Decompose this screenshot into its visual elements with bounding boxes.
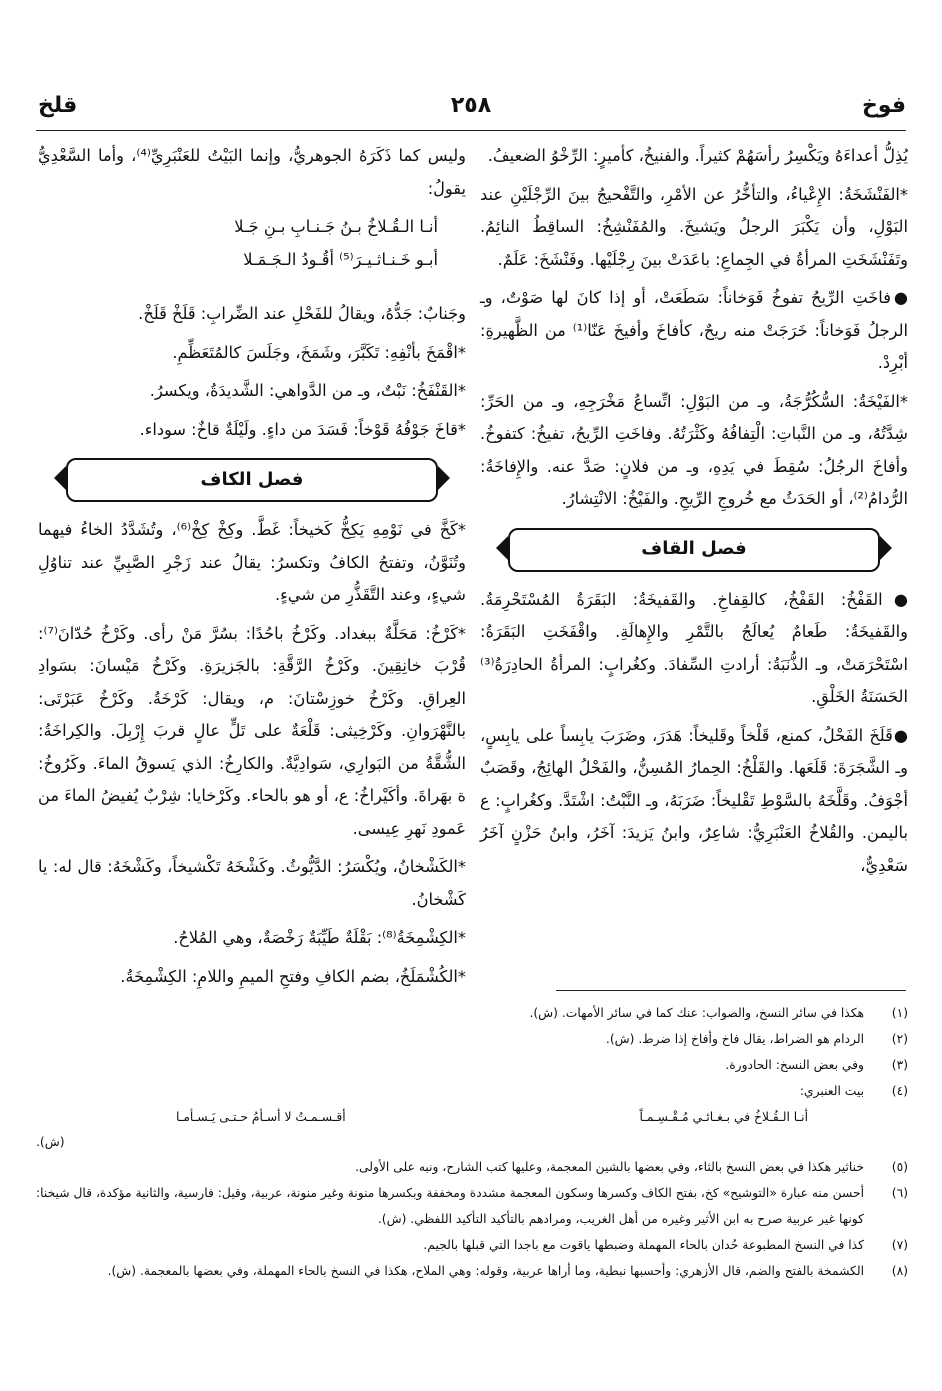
footnote-number: (٤) (891, 1084, 908, 1098)
footnote-number: (٦) (891, 1186, 908, 1200)
right-column (480, 140, 908, 888)
footnote-text: الكشمخة بالفتح والضم، قال الأزهري: وأحسبها نبطية، وما أراها عربية، وقوله: وهي الملاح، هكذا في النسخ بالحاء المهملة، وفي بعضها بالمعجمة. (ش). (107, 1264, 864, 1278)
entry-paragraph: *القَنْفَخُ: نَبْتٌ، وـ من الدَّواهي: الشَّديدَةُ، ويكسرُ. (149, 381, 466, 400)
footnote-verse-source: (ش). (36, 1135, 65, 1149)
footnote-text: بيت العنبري: (799, 1084, 864, 1098)
footnote (36, 1000, 908, 1026)
footnote-number: (٨) (891, 1264, 908, 1278)
footnote (36, 1052, 908, 1078)
footnote-text: خناثير هكذا في بعض النسخ بالثاء، وفي بعضها بالشين المعجمة، وعليها كتب الشارح، ونبه على الأولى. (355, 1160, 864, 1174)
running-head-right: فوخ (861, 93, 906, 118)
footnote (36, 1026, 908, 1052)
footnote (36, 1078, 908, 1104)
footnote-number: (٣) (891, 1058, 908, 1072)
entry-paragraph: *الفَيْخَةُ: السُّكُرُّجَةُ، وـ من البَوْلِ: اتِّساعُ مَخْرَجِهِ، وـ من الحَرِّ: شِدَّتُهُ، وـ من النَّباتِ: الْتِفافُهُ وكَثْرَتُهُ. وفاخَتِ الرِّيحُ، تفيخُ: كتفوخُ. وأفاخَ الرجُلُ: سُقِطَ في يَدِهِ، وـ من فلانٍ: صَدَّ عنه. والإِفاخَةُ: الرُّدامُ⁽²⁾، أو الحَدَثُ مع خُروجِ الرِّيحِ. والفَيْخُ: الانْتِشارُ. (480, 391, 908, 508)
entry-paragraph: وجَنابٌ: جَدُّهُ، ويقالُ للفَحْلِ عند الضِّرابِ: قَلَخْ قَلَخْ. (138, 304, 466, 323)
footnotes (36, 1000, 908, 1284)
verse-line: أنـا الـقُـلاخُ بـنُ جَـنـابِ بـنِ جَـلا (234, 217, 438, 236)
footnote-text: هكذا في سائر النسخ، والصواب: عنك كما في سائر الأمهات. (ش). (529, 1006, 864, 1020)
entry-paragraph: *الكُشْمَلَخُ، بضم الكافِ وفتحِ الميمِ واللامِ: الكِشْمِخَةُ. (120, 966, 466, 986)
entry-paragraph: وليس كما ذَكَرَهُ الجوهريُّ، وإنما البَيْتُ للعَنْبَرِيِّ⁽⁴⁾، وأما السَّعْدِيُّ يقولُ: (38, 146, 466, 198)
entry-paragraph: *قاخَ جَوْفُهُ قَوْخاً: فَسَدَ من داءٍ. ولَيْلَةٌ قاخٌ: سوداء. (139, 419, 466, 439)
entry-paragraph: ●قَلَخَ الفَحْلُ، كمنع، قَلْخاً وقَليخاً: هَدَرَ، وضَرَبَ يابِساً على يابِسٍ، وـ الشَّجَرَةَ: قَلَعَها. والقَلْخُ: الحِمارُ المُسِنُّ، والفَحْلُ الهائِجُ، وقَصَبٌ أجْوَفُ. وقَلَّخَهُ بالسَّوْطِ تَقْليخاً: ضَرَبَهُ، وـ النَّبْتُ: اشْتَدَّ. وكغُرابٍ: ع باليمن. والقُلاخُ العَنْبَرِيُّ: شاعِرٌ، وابنُ يَزيدَ: آخَرُ، وابنُ حَزْنٍ آخَرُ سَعْدِيٌّ، (480, 725, 908, 875)
footnote (36, 1154, 908, 1180)
footnote-text: أحسن منه عبارة «التوشيح» كخ، بفتح الكاف وكسرها وسكون المعجمة مشددة ومخففة وبكسرها منونة وغير منونة، عربية، وقيل: فارسية، والثانية مؤكدة، قال شيخنا: كونها غير عربية صرح به ابن الأثير وغيره من أهل الغريب، ومرادهم بالتأكيد التأكيد اللفظي. (ش). (36, 1186, 864, 1226)
footnote-verse-first: أنـا الـقُـلاخُ في بـغـائـي مُـقْـسِـمـاً (639, 1110, 808, 1124)
entry-paragraph: ●القَفْخُ: القَفْخُ، كالقِفاخِ. والقَفيخَةُ: البَقَرَةُ المُسْتَحْرِمَةُ. والقَفيخَةُ: طَعامٌ يُعالَجُ بالتَّمْرِ والإِهالَةِ. واقْفَخَتِ البَقَرَةُ: اسْتَحْرَمَتْ، وـ الذُّنَبَةُ: أرادتِ السِّفادَ. وكغُرابٍ: المرأةُ الحادِرَةُ⁽³⁾ الحَسَنَةُ الخَلْقِ. (480, 589, 908, 706)
footnote-rule (556, 990, 906, 991)
entry-paragraph: *الكِشْمِخَةُ⁽⁸⁾: بَقْلَةٌ طَيِّبَةٌ رَخْصَةٌ، وهي المُلاحُ. (173, 928, 466, 947)
entry-paragraph: *اقْمَخَ بأنْفِهِ: تَكَبَّرَ، وشَمَخَ، وجَلَسَ كالمُتَعَظِّمِ. (172, 342, 466, 362)
running-head-left: قلخ (38, 93, 78, 118)
entry-paragraph: يُذِلُّ أعداءَهُ ويَكْسِرُ رأسَهُمْ كثيراً. والفنيخُ، كأميرٍ: الرِّخْوُ الضعيفُ. (487, 146, 908, 165)
footnote-text: وفي بعض النسخ: الحادورة. (725, 1058, 864, 1072)
footnote-verse-second: أقـسـمـتُ لا أسـأمُ حـتـى يَـسـأمـا (176, 1110, 346, 1124)
footnote-number: (٢) (891, 1032, 908, 1046)
entry-paragraph: *كَرْخُ: مَحَلَّةٌ ببغداد. وكَرْخُ باحُدًا: بسُرَّ مَنْ رأى. وكَرْخُ حُدّانَ⁽⁷⁾: قُرْبَ خانِقِينَ. وكَرْخُ الرَّقَّةِ: بالجَزيرَةِ. وكَرْخُ مَيْسانَ: بسَوادِ العِراقِ. وكَرْخُ خوزِسْتانَ: م، ويقال: كَرْخَةُ. وكَرْخُ عَبَرْتَى: بالنَّهْرَوانِ. وكَرْخِيثى: قَلْعَةٌ على تَلٍّ عالٍ قربَ إِرْبِلَ. والكِراخَةُ: الشُّقَّةُ من البَوارِي، سَوادِيَّةٌ. والكارِخُ: الذي يَسوقُ الماءَ. وكَرُوخُ: ة بهَراةَ. وأكَيْراخُ: ع، أو هو بالحاء. وكَرْخايا: شِرْبٌ يُفيضُ الماءَ من عَمودِ نَهرِ عِيسى. (38, 623, 466, 838)
page-number: ٢٥٨ (450, 93, 492, 118)
verse-line: أبـو خَـنـاثـيـرَ⁽⁵⁾ أقُـودُ الـجَـمَـلا (243, 249, 438, 269)
footnote-number: (١) (891, 1006, 908, 1020)
footnote-text: كذا في النسخ المطبوعة حُدان بالحاء المهملة وضبطها ياقوت مع باجدا التي قبلها بالجيم. (423, 1238, 864, 1252)
left-column (38, 140, 466, 999)
section-heading: فصل الكاف (66, 458, 438, 502)
entry-paragraph: *الكَشْخانُ، ويُكْسَرُ: الدَّيُّوثُ. وكَشْخَهُ تَكْشيخاً، وكَشْخَهُ: قال له: يا كَشْخانُ. (38, 857, 466, 909)
footnote-number: (٥) (891, 1160, 908, 1174)
header-rule (36, 130, 906, 131)
footnote-verse (36, 1104, 908, 1130)
footnote (36, 1232, 908, 1258)
footnote (36, 1258, 908, 1284)
entry-paragraph: ●فاخَتِ الرِّيحُ تفوخُ فَوَخاناً: سَطَعَتْ، أو إذا كانَ لها صَوْتٌ، وـ الرجلُ فَوَخاناً: خَرَجَتْ منه ريحٌ، كأفاخَ وأفيخَ عَنّا⁽¹⁾ من الظَّهيرةِ: أبْرِدْ. (480, 288, 909, 372)
footnote (36, 1180, 908, 1232)
footnote-text: الردام هو الضراط، يقال فاخ وأفاخ إذا ضرط. (ش). (605, 1032, 864, 1046)
footnote-number: (٧) (891, 1238, 908, 1252)
entry-paragraph: *الفَنْشَخَةُ: الإِعْياءُ، والتأخُّرُ عن الأمْرِ، والتَّفْحيجُ بينَ الرِّجْلَيْنِ عند البَوْلِ، وأن يَكْبَرَ الرجلُ ويَشيخَ. والمُفَنْشِخُ: الساقِطُ النائِمُ. وتَفَنْشَخَتِ المرأةُ في الجِماعِ: باعَدَتْ بينَ رِجْلَيْها. وفَنْشَخَ: عَلَمٌ. (480, 184, 908, 269)
entry-paragraph: *كَخَّ في نَوْمِهِ يَكِخُّ كَخيخاً: غَطَّ. وكِخْ كِخْ⁽⁶⁾، وتُشَدَّدُ الخاءُ فيهما وتُنَوَّنُ، وتفتحُ الكافُ وتكسرُ: يقالُ عند زَجْرِ الصَّبِيِّ عند تناوُلِ شيءٍ، وعند التَّقَذُّرِ من شيءٍ. (38, 520, 466, 604)
section-heading: فصل القاف (508, 528, 880, 572)
